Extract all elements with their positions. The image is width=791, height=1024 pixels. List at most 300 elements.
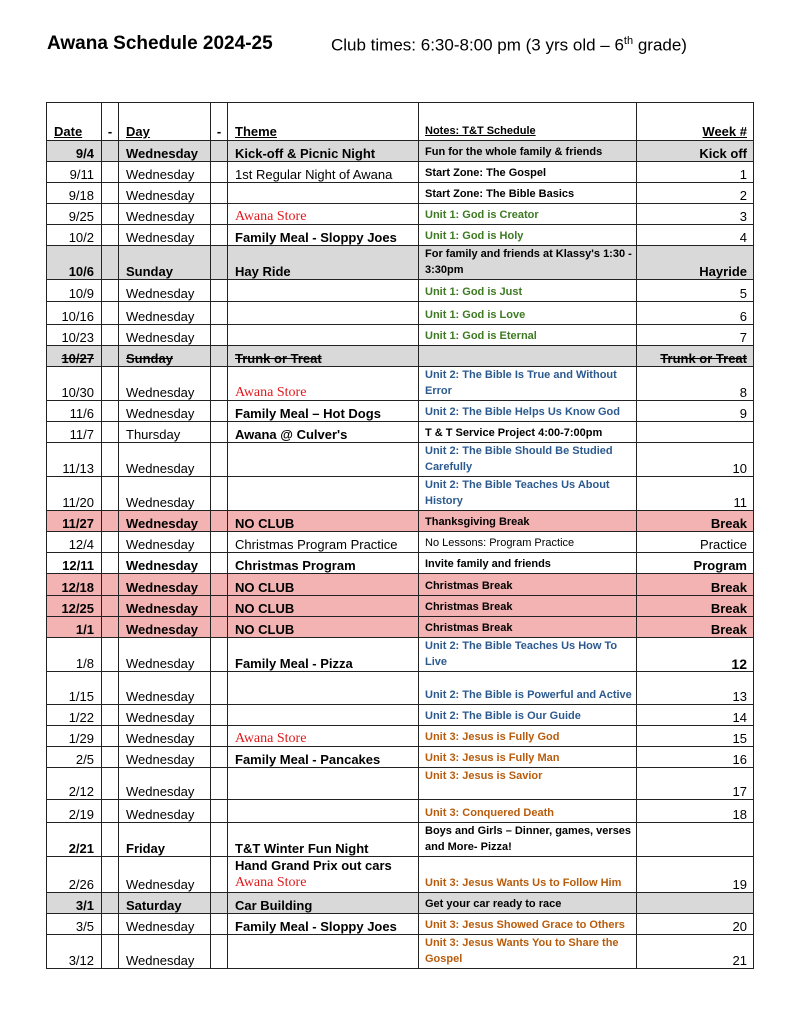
notes-cell: Unit 2: The Bible Should Be Studied Carefully xyxy=(419,443,637,477)
notes-cell: Unit 1: God is Love xyxy=(419,302,637,325)
theme-cell xyxy=(228,574,419,596)
separator-cell xyxy=(211,857,228,893)
week-cell: 10 xyxy=(637,443,754,477)
theme-cell xyxy=(228,705,419,726)
table-row xyxy=(47,596,754,617)
separator-cell xyxy=(102,574,119,596)
date-cell: 11/27 xyxy=(47,511,102,532)
theme-cell xyxy=(228,422,419,443)
theme-cell xyxy=(228,204,419,225)
week-cell xyxy=(637,422,754,443)
day-cell: Wednesday xyxy=(119,768,211,800)
theme-cell xyxy=(228,726,419,747)
day-cell: Sunday xyxy=(119,346,211,367)
notes-cell: Unit 2: The Bible Teaches Us About History xyxy=(419,477,637,511)
schedule-table xyxy=(46,102,754,969)
day-cell: Thursday xyxy=(119,422,211,443)
date-cell: 1/29 xyxy=(47,726,102,747)
separator-cell xyxy=(102,617,119,638)
date-cell: 10/9 xyxy=(47,280,102,302)
col-sep1-header: - xyxy=(102,103,119,141)
date-cell: 3/1 xyxy=(47,893,102,914)
theme-cell xyxy=(228,672,419,705)
date-cell: 1/22 xyxy=(47,705,102,726)
separator-cell xyxy=(102,422,119,443)
week-cell: 2 xyxy=(637,183,754,204)
separator-cell xyxy=(102,857,119,893)
separator-cell xyxy=(102,325,119,346)
notes-cell: Unit 3: Jesus Wants You to Share the Gospel xyxy=(419,935,637,969)
separator-cell xyxy=(211,823,228,857)
separator-cell xyxy=(102,705,119,726)
theme-cell xyxy=(228,511,419,532)
date-cell: 9/18 xyxy=(47,183,102,204)
date-cell: 1/1 xyxy=(47,617,102,638)
theme-cell xyxy=(228,443,419,477)
table-row xyxy=(47,325,754,346)
date-cell: 2/5 xyxy=(47,747,102,768)
separator-cell xyxy=(211,747,228,768)
theme-text: Car Building xyxy=(235,898,313,913)
theme-cell xyxy=(228,747,419,768)
separator-cell xyxy=(211,574,228,596)
table-row xyxy=(47,367,754,401)
day-cell: Wednesday xyxy=(119,141,211,162)
week-cell: 21 xyxy=(637,935,754,969)
club-times-prefix: Club times: 6:30-8:00 pm (3 yrs old – 6 xyxy=(331,35,624,55)
header-row xyxy=(47,103,754,141)
separator-cell xyxy=(102,346,119,367)
day-cell: Wednesday xyxy=(119,800,211,823)
notes-cell: Unit 1: God is Just xyxy=(419,280,637,302)
date-cell: 3/5 xyxy=(47,914,102,935)
separator-cell xyxy=(102,162,119,183)
separator-cell xyxy=(211,280,228,302)
week-cell: Break xyxy=(637,617,754,638)
theme-cell xyxy=(228,596,419,617)
table-row xyxy=(47,800,754,823)
table-row xyxy=(47,857,754,893)
separator-cell xyxy=(102,747,119,768)
separator-cell xyxy=(211,141,228,162)
notes-cell: Unit 3: Jesus Showed Grace to Others xyxy=(419,914,637,935)
table-row xyxy=(47,422,754,443)
week-cell: 8 xyxy=(637,367,754,401)
separator-cell xyxy=(102,726,119,747)
notes-cell: Unit 3: Jesus is Fully Man xyxy=(419,747,637,768)
date-cell: 1/8 xyxy=(47,638,102,672)
day-cell: Wednesday xyxy=(119,705,211,726)
date-cell: 9/11 xyxy=(47,162,102,183)
theme-cell xyxy=(228,162,419,183)
separator-cell xyxy=(211,325,228,346)
theme-text: 1st Regular Night of Awana xyxy=(235,167,393,182)
separator-cell xyxy=(102,511,119,532)
table-row xyxy=(47,280,754,302)
theme-cell xyxy=(228,280,419,302)
separator-cell xyxy=(102,280,119,302)
table-row xyxy=(47,346,754,367)
separator-cell xyxy=(211,596,228,617)
date-cell: 11/13 xyxy=(47,443,102,477)
separator-cell xyxy=(211,401,228,422)
week-cell: 18 xyxy=(637,800,754,823)
week-cell: 11 xyxy=(637,477,754,511)
separator-cell xyxy=(211,422,228,443)
theme-cell xyxy=(228,346,419,367)
date-cell: 2/12 xyxy=(47,768,102,800)
day-cell: Wednesday xyxy=(119,443,211,477)
separator-cell xyxy=(211,893,228,914)
page-header xyxy=(47,33,767,63)
theme-cell xyxy=(228,935,419,969)
separator-cell xyxy=(211,532,228,553)
separator-cell xyxy=(211,204,228,225)
table-row xyxy=(47,705,754,726)
table-row xyxy=(47,574,754,596)
theme-cell xyxy=(228,225,419,246)
separator-cell xyxy=(211,162,228,183)
week-cell: Program xyxy=(637,553,754,574)
date-cell: 11/7 xyxy=(47,422,102,443)
notes-cell: Get your car ready to race xyxy=(419,893,637,914)
table-row xyxy=(47,823,754,857)
theme-cell xyxy=(228,800,419,823)
notes-cell: Invite family and friends xyxy=(419,553,637,574)
week-cell: 20 xyxy=(637,914,754,935)
table-row xyxy=(47,183,754,204)
theme-text: Family Meal - Pizza xyxy=(235,656,353,671)
notes-cell: Unit 3: Jesus is Savior xyxy=(419,768,637,800)
theme-text: Hay Ride xyxy=(235,264,291,279)
separator-cell xyxy=(211,914,228,935)
notes-cell: Christmas Break xyxy=(419,596,637,617)
week-cell: Kick off xyxy=(637,141,754,162)
table-row xyxy=(47,617,754,638)
table-row xyxy=(47,726,754,747)
notes-cell: Unit 2: The Bible Helps Us Know God xyxy=(419,401,637,422)
week-cell: 14 xyxy=(637,705,754,726)
notes-cell: Christmas Break xyxy=(419,617,637,638)
table-row xyxy=(47,747,754,768)
week-cell xyxy=(637,823,754,857)
separator-cell xyxy=(211,225,228,246)
date-cell: 2/21 xyxy=(47,823,102,857)
theme-cell xyxy=(228,302,419,325)
week-cell: 9 xyxy=(637,401,754,422)
separator-cell xyxy=(102,141,119,162)
awana-store-label: Awana Store xyxy=(235,875,307,890)
theme-cell xyxy=(228,553,419,574)
week-cell: 19 xyxy=(637,857,754,893)
separator-cell xyxy=(102,768,119,800)
day-cell: Wednesday xyxy=(119,225,211,246)
week-cell: 17 xyxy=(637,768,754,800)
separator-cell xyxy=(102,183,119,204)
club-times-sup: th xyxy=(623,35,634,47)
theme-text: NO CLUB xyxy=(235,601,295,616)
theme-text: Kick-off & Picnic Night xyxy=(235,146,376,161)
day-cell: Wednesday xyxy=(119,367,211,401)
notes-cell: Fun for the whole family & friends xyxy=(419,141,637,162)
notes-cell: Unit 1: God is Holy xyxy=(419,225,637,246)
theme-text: Family Meal – Hot Dogs xyxy=(235,406,381,421)
date-cell: 12/4 xyxy=(47,532,102,553)
table-row xyxy=(47,511,754,532)
week-cell xyxy=(637,893,754,914)
separator-cell xyxy=(102,596,119,617)
week-cell: Hayride xyxy=(637,246,754,280)
table-row xyxy=(47,553,754,574)
date-cell: 10/2 xyxy=(47,225,102,246)
separator-cell xyxy=(211,511,228,532)
day-cell: Wednesday xyxy=(119,617,211,638)
notes-cell: Unit 2: The Bible Is True and Without Error xyxy=(419,367,637,401)
separator-cell xyxy=(102,553,119,574)
date-cell: 12/25 xyxy=(47,596,102,617)
separator-cell xyxy=(211,302,228,325)
separator-cell xyxy=(211,705,228,726)
day-cell: Wednesday xyxy=(119,204,211,225)
separator-cell xyxy=(211,935,228,969)
day-cell: Wednesday xyxy=(119,477,211,511)
table-row xyxy=(47,893,754,914)
day-cell: Wednesday xyxy=(119,638,211,672)
theme-text: NO CLUB xyxy=(235,622,295,637)
day-cell: Wednesday xyxy=(119,596,211,617)
week-cell: 5 xyxy=(637,280,754,302)
separator-cell xyxy=(102,935,119,969)
table-row xyxy=(47,302,754,325)
table-row xyxy=(47,477,754,511)
theme-cell xyxy=(228,325,419,346)
theme-cell xyxy=(228,893,419,914)
week-cell: 6 xyxy=(637,302,754,325)
table-row xyxy=(47,532,754,553)
col-theme-header: Theme xyxy=(228,103,419,141)
day-cell: Wednesday xyxy=(119,302,211,325)
notes-cell: Start Zone: The Bible Basics xyxy=(419,183,637,204)
day-cell: Wednesday xyxy=(119,672,211,705)
week-cell: Practice xyxy=(637,532,754,553)
theme-cell xyxy=(228,532,419,553)
notes-cell: Unit 3: Jesus is Fully God xyxy=(419,726,637,747)
notes-cell: T & T Service Project 4:00-7:00pm xyxy=(419,422,637,443)
theme-text: Christmas Program xyxy=(235,558,356,573)
theme-text: T&T Winter Fun Night xyxy=(235,841,369,856)
date-cell: 11/6 xyxy=(47,401,102,422)
table-row xyxy=(47,443,754,477)
notes-cell: Thanksgiving Break xyxy=(419,511,637,532)
day-cell: Wednesday xyxy=(119,574,211,596)
notes-cell: Boys and Girls – Dinner, games, verses and More- Pizza! xyxy=(419,823,637,857)
week-cell: 3 xyxy=(637,204,754,225)
day-cell: Friday xyxy=(119,823,211,857)
separator-cell xyxy=(102,302,119,325)
day-cell: Wednesday xyxy=(119,726,211,747)
separator-cell xyxy=(211,443,228,477)
week-cell: 4 xyxy=(637,225,754,246)
separator-cell xyxy=(102,800,119,823)
club-times-suffix: grade) xyxy=(633,35,687,55)
separator-cell xyxy=(211,638,228,672)
separator-cell xyxy=(102,246,119,280)
theme-cell xyxy=(228,401,419,422)
date-cell: 10/23 xyxy=(47,325,102,346)
awana-store-label: Awana Store xyxy=(235,385,307,400)
theme-cell xyxy=(228,477,419,511)
day-cell: Wednesday xyxy=(119,183,211,204)
separator-cell xyxy=(211,726,228,747)
table-row xyxy=(47,638,754,672)
theme-cell xyxy=(228,141,419,162)
separator-cell xyxy=(102,672,119,705)
separator-cell xyxy=(211,183,228,204)
day-cell: Wednesday xyxy=(119,401,211,422)
week-cell: 1 xyxy=(637,162,754,183)
theme-cell xyxy=(228,183,419,204)
week-cell: 13 xyxy=(637,672,754,705)
col-notes-header: Notes: T&T Schedule xyxy=(419,103,637,141)
notes-cell: Unit 2: The Bible is Our Guide xyxy=(419,705,637,726)
notes-cell xyxy=(419,346,637,367)
table-row xyxy=(47,672,754,705)
day-cell: Wednesday xyxy=(119,857,211,893)
page-title: Awana Schedule 2024-25 xyxy=(47,33,273,54)
separator-cell xyxy=(211,346,228,367)
table-row xyxy=(47,225,754,246)
theme-cell xyxy=(228,638,419,672)
week-cell: 7 xyxy=(637,325,754,346)
notes-cell: Start Zone: The Gospel xyxy=(419,162,637,183)
table-row xyxy=(47,914,754,935)
table-row xyxy=(47,141,754,162)
separator-cell xyxy=(102,893,119,914)
table-row xyxy=(47,401,754,422)
date-cell: 11/20 xyxy=(47,477,102,511)
separator-cell xyxy=(211,800,228,823)
week-cell: Trunk or Treat xyxy=(637,346,754,367)
week-cell: Break xyxy=(637,511,754,532)
day-cell: Wednesday xyxy=(119,325,211,346)
notes-cell: Unit 1: God is Creator xyxy=(419,204,637,225)
theme-text: NO CLUB xyxy=(235,516,295,531)
separator-cell xyxy=(211,553,228,574)
notes-cell: Unit 1: God is Eternal xyxy=(419,325,637,346)
theme-cell xyxy=(228,857,419,893)
day-cell: Wednesday xyxy=(119,747,211,768)
date-cell: 10/30 xyxy=(47,367,102,401)
separator-cell xyxy=(211,477,228,511)
week-cell: 16 xyxy=(637,747,754,768)
separator-cell xyxy=(102,477,119,511)
separator-cell xyxy=(211,768,228,800)
day-cell: Wednesday xyxy=(119,914,211,935)
date-cell: 2/26 xyxy=(47,857,102,893)
separator-cell xyxy=(102,225,119,246)
date-cell: 1/15 xyxy=(47,672,102,705)
notes-cell: Unit 2: The Bible is Powerful and Active xyxy=(419,672,637,705)
day-cell: Sunday xyxy=(119,246,211,280)
date-cell: 10/27 xyxy=(47,346,102,367)
separator-cell xyxy=(102,367,119,401)
theme-text: Christmas Program Practice xyxy=(235,537,398,552)
theme-line: Hand Grand Prix out cars xyxy=(235,858,392,873)
theme-text: Family Meal - Sloppy Joes xyxy=(235,230,397,245)
awana-store-label: Awana Store xyxy=(235,731,307,746)
theme-text: Family Meal - Sloppy Joes xyxy=(235,919,397,934)
date-cell: 9/4 xyxy=(47,141,102,162)
notes-cell: Unit 3: Conquered Death xyxy=(419,800,637,823)
week-cell: 12 xyxy=(637,638,754,672)
club-times xyxy=(331,35,687,56)
date-cell: 2/19 xyxy=(47,800,102,823)
day-cell: Saturday xyxy=(119,893,211,914)
theme-cell xyxy=(228,246,419,280)
separator-cell xyxy=(211,367,228,401)
notes-cell: Unit 2: The Bible Teaches Us How To Live xyxy=(419,638,637,672)
table-row xyxy=(47,768,754,800)
theme-cell xyxy=(228,617,419,638)
table-row xyxy=(47,246,754,280)
table-row xyxy=(47,162,754,183)
week-cell: Break xyxy=(637,574,754,596)
day-cell: Wednesday xyxy=(119,935,211,969)
notes-cell: No Lessons: Program Practice xyxy=(419,532,637,553)
date-cell: 9/25 xyxy=(47,204,102,225)
separator-cell xyxy=(211,246,228,280)
notes-cell: Christmas Break xyxy=(419,574,637,596)
col-week-header: Week # xyxy=(637,103,754,141)
separator-cell xyxy=(102,638,119,672)
theme-cell xyxy=(228,768,419,800)
awana-store-label: Awana Store xyxy=(235,209,307,224)
date-cell: 10/6 xyxy=(47,246,102,280)
week-cell: Break xyxy=(637,596,754,617)
col-date-header: Date xyxy=(47,103,102,141)
day-cell: Wednesday xyxy=(119,553,211,574)
day-cell: Wednesday xyxy=(119,280,211,302)
separator-cell xyxy=(102,914,119,935)
theme-cell xyxy=(228,914,419,935)
week-cell: 15 xyxy=(637,726,754,747)
theme-cell xyxy=(228,823,419,857)
day-cell: Wednesday xyxy=(119,532,211,553)
separator-cell xyxy=(102,204,119,225)
separator-cell xyxy=(102,401,119,422)
separator-cell xyxy=(102,532,119,553)
theme-text: NO CLUB xyxy=(235,580,295,595)
day-cell: Wednesday xyxy=(119,511,211,532)
col-day-header: Day xyxy=(119,103,211,141)
date-cell: 12/11 xyxy=(47,553,102,574)
theme-text: Family Meal - Pancakes xyxy=(235,752,381,767)
notes-cell: For family and friends at Klassy's 1:30 - 3:30pm xyxy=(419,246,637,280)
separator-cell xyxy=(102,443,119,477)
date-cell: 12/18 xyxy=(47,574,102,596)
separator-cell xyxy=(102,823,119,857)
table-row xyxy=(47,204,754,225)
table-row xyxy=(47,935,754,969)
separator-cell xyxy=(211,672,228,705)
notes-cell: Unit 3: Jesus Wants Us to Follow Him xyxy=(419,857,637,893)
separator-cell xyxy=(211,617,228,638)
col-sep2-header: - xyxy=(211,103,228,141)
date-cell: 3/12 xyxy=(47,935,102,969)
theme-text: Awana @ Culver's xyxy=(235,427,348,442)
day-cell: Wednesday xyxy=(119,162,211,183)
theme-text: Trunk or Treat xyxy=(235,351,322,366)
